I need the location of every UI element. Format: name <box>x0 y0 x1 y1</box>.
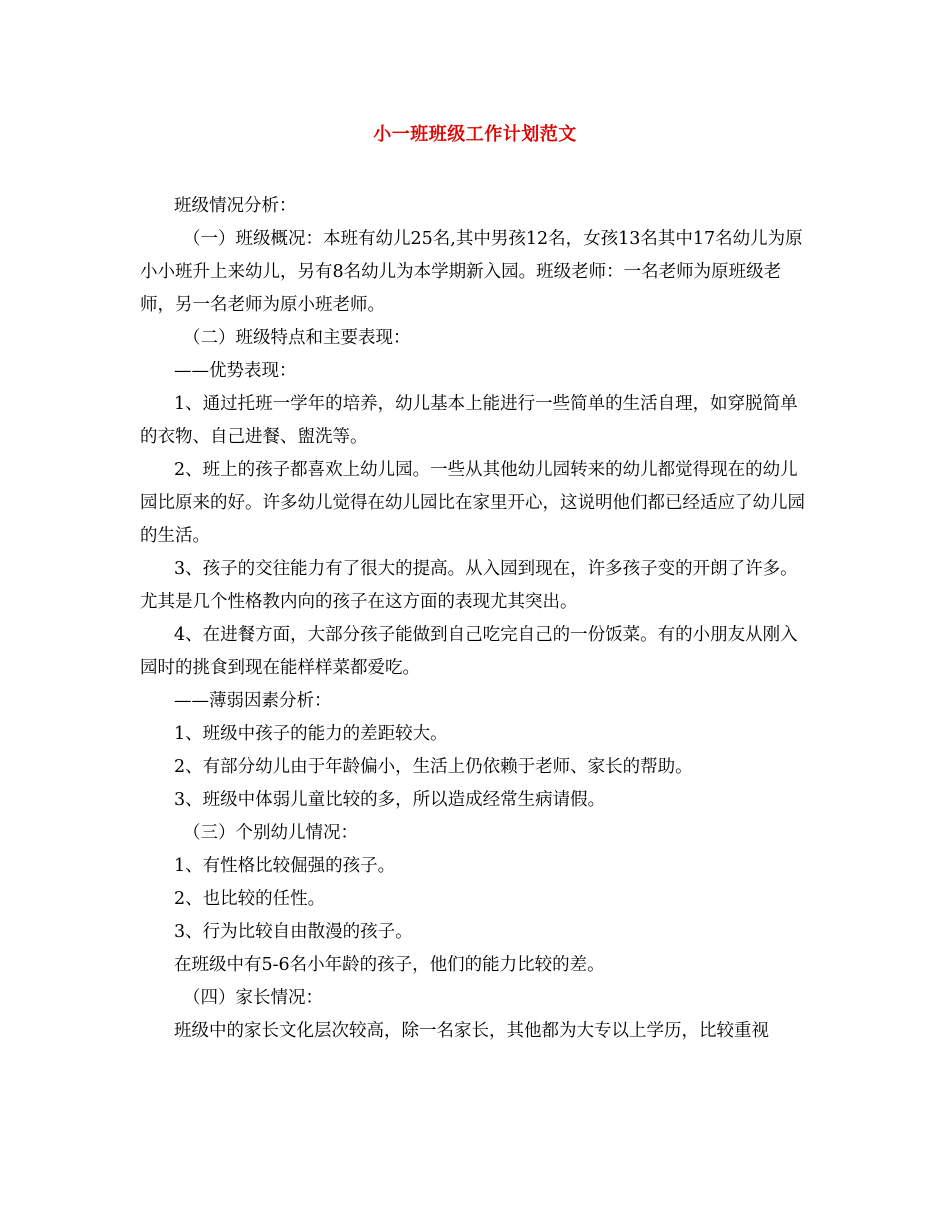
paragraph-parents-detail: 班级中的家长文化层次较高，除一名家长，其他都为大专以上学历，比较重视 <box>174 1021 769 1041</box>
document-title: 小一班班级工作计划范文 <box>373 124 577 145</box>
paragraph-strength-1: 1、通过托班一学年的培养，幼儿基本上能进行一些简单的生活自理，如穿脱简单的衣物、自己进餐、盥洗等。 <box>140 394 798 447</box>
paragraph-weakness-1: 1、班级中孩子的能力的差距较大。 <box>174 724 448 744</box>
paragraph-individual-heading: （三）个别幼儿情况： <box>183 823 358 843</box>
paragraph-weakness-3: 3、班级中体弱儿童比较的多，所以造成经常生病请假。 <box>174 790 606 810</box>
paragraph-individual-1: 1、有性格比较倔强的孩子。 <box>174 856 396 876</box>
paragraph-strengths-heading: ——优势表现： <box>174 361 297 381</box>
paragraph-strength-3: 3、孩子的交往能力有了很大的提高。从入园到现在，许多孩子变的开朗了许多。尤其是几个性格教内向的孩子在这方面的表现尤其突出。 <box>140 559 798 612</box>
paragraph-young-children: 在班级中有5-6名小年龄的孩子，他们的能力比较的差。 <box>174 955 605 975</box>
paragraph-individual-3: 3、行为比较自由散漫的孩子。 <box>174 922 413 942</box>
paragraph-weakness-2: 2、有部分幼儿由于年龄偏小，生活上仍依赖于老师、家长的帮助。 <box>174 757 693 777</box>
paragraph-parents-heading: （四）家长情况： <box>183 988 323 1008</box>
paragraph-class-analysis: 班级情况分析： <box>174 196 297 216</box>
paragraph-individual-2: 2、也比较的任性。 <box>174 889 326 909</box>
paragraph-strength-4: 4、在进餐方面，大部分孩子能做到自己吃完自己的一份饭菜。有的小朋友从刚入园时的挑食到现在能样样菜都爱吃。 <box>140 625 798 678</box>
paragraph-weakness-heading: ——薄弱因素分析： <box>174 691 332 711</box>
paragraph-class-overview: （一）班级概况：本班有幼儿25名,其中男孩12名，女孩13名其中17名幼儿为原小小班升上来幼儿，另有8名幼儿为本学期新入园。班级老师：一名老师为原班级老师，另一名老师为原小班老师。 <box>140 229 803 315</box>
paragraph-strength-2: 2、班上的孩子都喜欢上幼儿园。一些从其他幼儿园转来的幼儿都觉得现在的幼儿园比原来的好。许多幼儿觉得在幼儿园比在家里开心，这说明他们都已经适应了幼儿园的生活。 <box>140 460 805 546</box>
paragraph-class-features-heading: （二）班级特点和主要表现： <box>183 328 411 348</box>
document-body <box>140 190 814 1048</box>
